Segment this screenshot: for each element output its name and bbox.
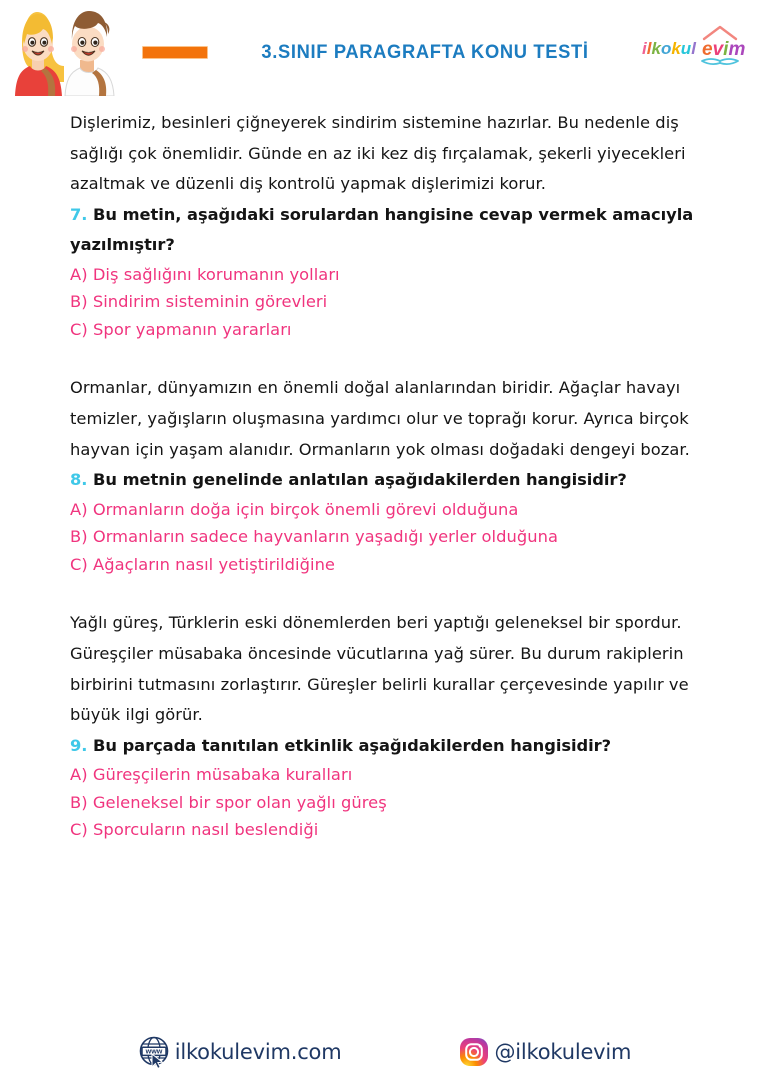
page-header: [0, 0, 768, 108]
question-body: Bu parçada tanıtılan etkinlik aşağıdakilerden hangisidir?: [93, 735, 612, 755]
question-number: 7.: [70, 204, 88, 224]
option-a[interactable]: A) Diş sağlığını korumanın yolları: [70, 264, 340, 284]
block-spacer: [70, 345, 710, 373]
ilkokulevim-logo: [642, 23, 750, 77]
question-text: [70, 200, 710, 261]
option-list: [70, 761, 710, 844]
svg-text:ilkokul: ilkokul: [642, 39, 696, 58]
question-body: Bu metin, aşağıdaki sorulardan hangisine cevap vermek amacıyla yazılmıştır?: [70, 204, 694, 255]
website-text: ilkokulevim.com: [174, 1040, 342, 1064]
option-a[interactable]: A) Ormanların doğa için birçok önemli görevi olduğuna: [70, 499, 519, 519]
website-link[interactable]: [137, 1034, 342, 1070]
question-text: [70, 731, 710, 762]
option-a[interactable]: A) Güreşçilerin müsabaka kuralları: [70, 765, 353, 785]
passage-text: Dişlerimiz, besinleri çiğneyerek sindirim sistemine hazırlar. Bu nedenle diş sağlığı çok önemlidir. Günde en az iki kez diş fırçalamak, şekerli yiyecekleri azaltmak ve düzenli diş kontrolü yapmak dişlerimizi korur.: [70, 113, 686, 194]
passage-text: Yağlı güreş, Türklerin eski dönemlerden beri yaptığı geleneksel bir spordur. Güreşçiler müsabaka öncesinde vücutlarına yağ sürer. Bu durum rakiplerin birbirini tutmasını zorlaştırır. Güreşler belirli kurallar çerçevesinde yapılır ve büyük ilgi görür.: [70, 613, 689, 725]
option-c[interactable]: C) Ağaçların nasıl yetiştirildiğine: [70, 554, 336, 574]
svg-text:evim: evim: [702, 39, 746, 60]
globe-icon: [137, 1034, 173, 1070]
question-block: [70, 373, 710, 578]
orange-bar-decoration: [142, 46, 208, 59]
instagram-text: @ilkokulevim: [494, 1040, 632, 1064]
option-b[interactable]: B) Geleneksel bir spor olan yağlı güreş: [70, 792, 387, 812]
option-b[interactable]: B) Ormanların sadece hayvanların yaşadığı yerler olduğuna: [70, 527, 558, 547]
question-body: Bu metnin genelinde anlatılan aşağıdakilerden hangisidir?: [93, 470, 627, 490]
option-list: [70, 261, 710, 344]
option-list: [70, 496, 710, 579]
passage-text: Ormanlar, dünyamızın en önemli doğal alanlarından biridir. Ağaçlar havayı temizler, yağışların oluşmasına yardımcı olur ve toprağı korur. Ayrıca birçok hayvan için yaşam alanıdır. Ormanların yok olması doğadaki dengeyi bozar.: [70, 378, 690, 459]
page-title: 3.SINIF PARAGRAFTA KONU TESTİ: [261, 40, 589, 63]
question-number: 8.: [70, 470, 88, 490]
question-text: [70, 465, 710, 496]
option-c[interactable]: C) Sporcuların nasıl beslendiği: [70, 820, 319, 840]
question-block: [70, 108, 710, 343]
question-number: 9.: [70, 735, 88, 755]
two-students-illustration: [10, 4, 122, 96]
block-spacer: [70, 580, 710, 608]
instagram-link[interactable]: [459, 1037, 631, 1067]
www-label: www: [145, 1046, 163, 1056]
worksheet-body: [0, 108, 768, 844]
instagram-icon: [459, 1037, 489, 1067]
page-footer: [0, 1034, 768, 1076]
question-block: [70, 608, 710, 843]
option-b[interactable]: B) Sindirim sisteminin görevleri: [70, 292, 328, 312]
option-c[interactable]: C) Spor yapmanın yararları: [70, 319, 292, 339]
